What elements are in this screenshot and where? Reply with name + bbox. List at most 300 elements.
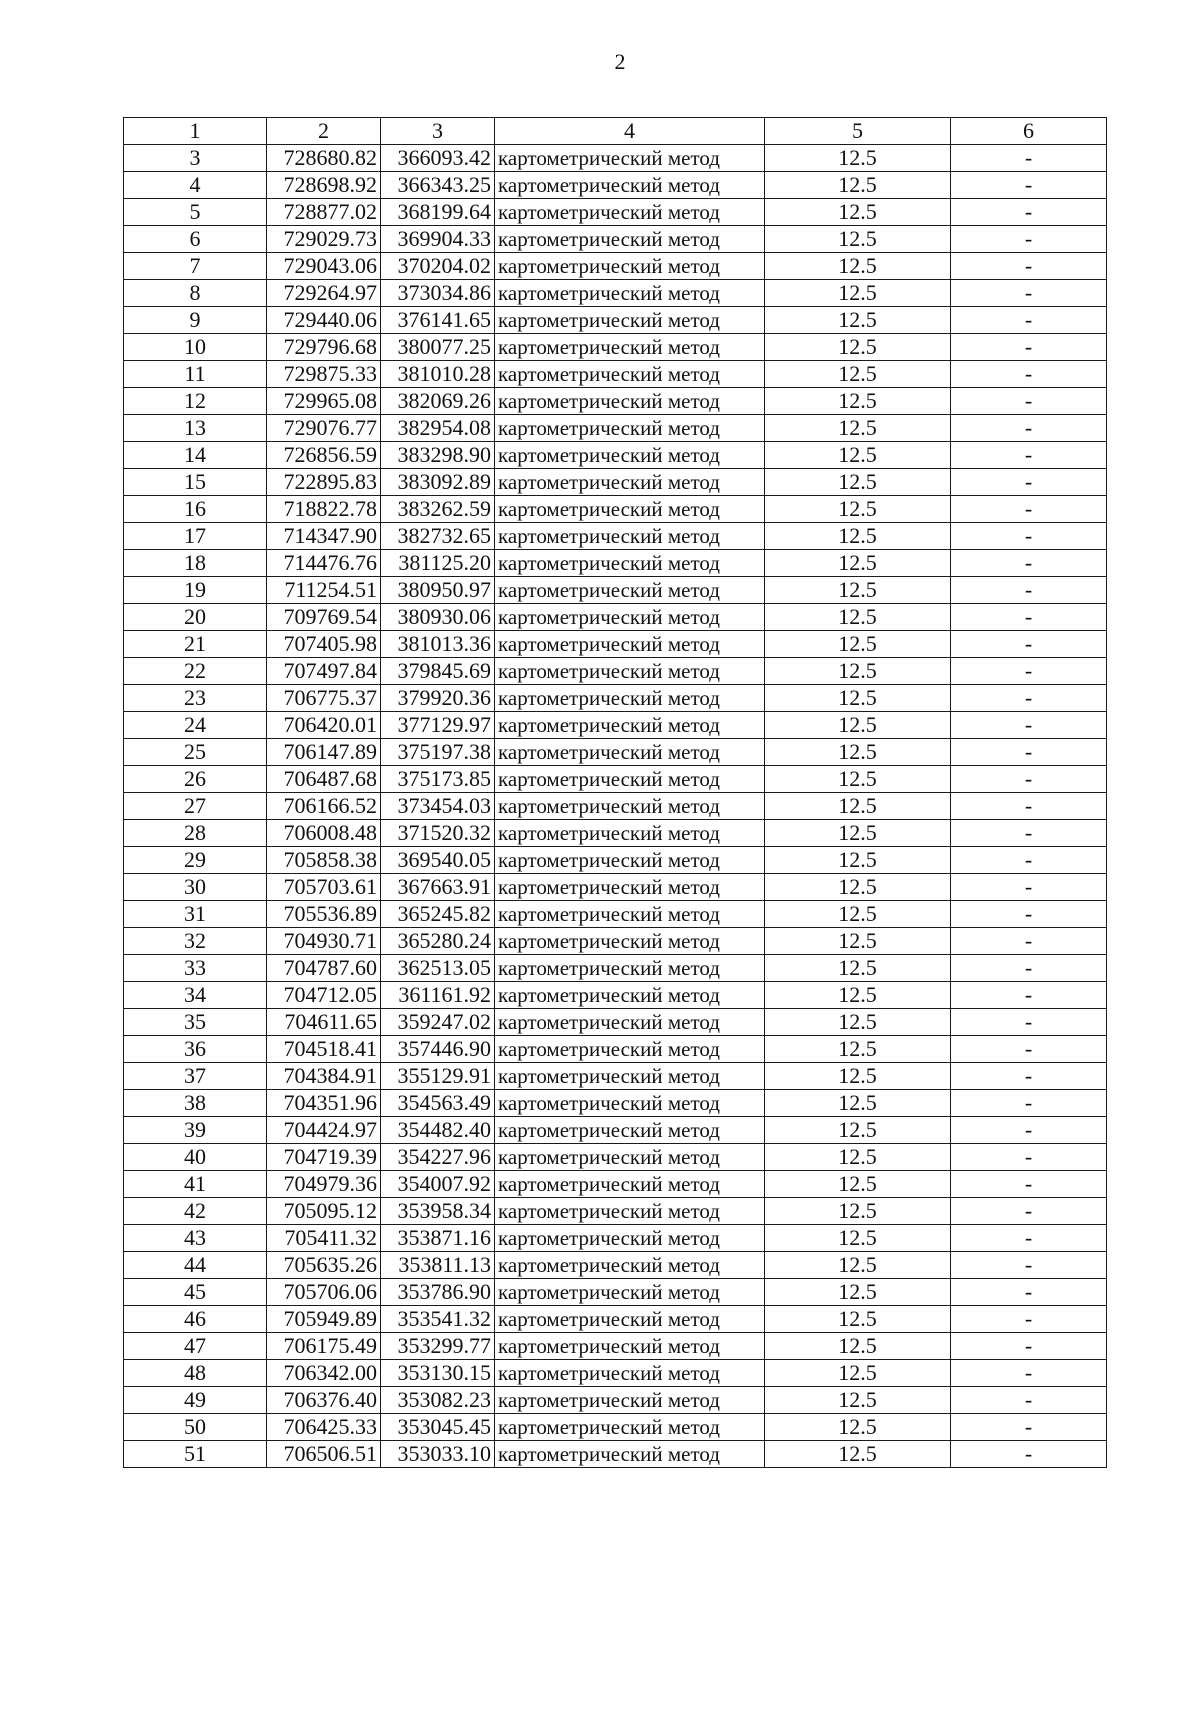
- point-number-cell: 14: [124, 442, 267, 469]
- note-cell: -: [951, 1306, 1107, 1333]
- accuracy-cell: 12.5: [765, 1036, 951, 1063]
- x-coordinate-cell: 704611.65: [267, 1009, 381, 1036]
- point-number-cell: 44: [124, 1252, 267, 1279]
- note-cell: -: [951, 415, 1107, 442]
- accuracy-cell: 12.5: [765, 982, 951, 1009]
- x-coordinate-cell: 706175.49: [267, 1333, 381, 1360]
- point-number-cell: 35: [124, 1009, 267, 1036]
- table-row: [124, 874, 1107, 901]
- table-row: [124, 1009, 1107, 1036]
- table-row: [124, 1360, 1107, 1387]
- point-number-cell: 32: [124, 928, 267, 955]
- y-coordinate-cell: 353299.77: [381, 1333, 495, 1360]
- x-coordinate-cell: 729440.06: [267, 307, 381, 334]
- note-cell: -: [951, 631, 1107, 658]
- column-header: 2: [267, 118, 381, 145]
- x-coordinate-cell: 704424.97: [267, 1117, 381, 1144]
- method-cell: картометрический метод: [495, 1117, 765, 1144]
- x-coordinate-cell: 706506.51: [267, 1441, 381, 1468]
- table-row: [124, 1171, 1107, 1198]
- table-row: [124, 847, 1107, 874]
- x-coordinate-cell: 706425.33: [267, 1414, 381, 1441]
- method-cell: картометрический метод: [495, 955, 765, 982]
- accuracy-cell: 12.5: [765, 442, 951, 469]
- point-number-cell: 8: [124, 280, 267, 307]
- x-coordinate-cell: 705706.06: [267, 1279, 381, 1306]
- x-coordinate-cell: 729875.33: [267, 361, 381, 388]
- method-cell: картометрический метод: [495, 1198, 765, 1225]
- note-cell: -: [951, 1171, 1107, 1198]
- accuracy-cell: 12.5: [765, 1414, 951, 1441]
- method-cell: картометрический метод: [495, 415, 765, 442]
- table-row: [124, 334, 1107, 361]
- note-cell: -: [951, 145, 1107, 172]
- method-cell: картометрический метод: [495, 1036, 765, 1063]
- accuracy-cell: 12.5: [765, 1117, 951, 1144]
- point-number-cell: 11: [124, 361, 267, 388]
- x-coordinate-cell: 704384.91: [267, 1063, 381, 1090]
- note-cell: -: [951, 712, 1107, 739]
- accuracy-cell: 12.5: [765, 145, 951, 172]
- y-coordinate-cell: 382069.26: [381, 388, 495, 415]
- point-number-cell: 20: [124, 604, 267, 631]
- x-coordinate-cell: 706775.37: [267, 685, 381, 712]
- table-row: [124, 172, 1107, 199]
- method-cell: картометрический метод: [495, 712, 765, 739]
- x-coordinate-cell: 706008.48: [267, 820, 381, 847]
- y-coordinate-cell: 361161.92: [381, 982, 495, 1009]
- x-coordinate-cell: 706420.01: [267, 712, 381, 739]
- point-number-cell: 6: [124, 226, 267, 253]
- method-cell: картометрический метод: [495, 1144, 765, 1171]
- y-coordinate-cell: 353811.13: [381, 1252, 495, 1279]
- y-coordinate-cell: 370204.02: [381, 253, 495, 280]
- x-coordinate-cell: 705858.38: [267, 847, 381, 874]
- x-coordinate-cell: 706487.68: [267, 766, 381, 793]
- method-cell: картометрический метод: [495, 253, 765, 280]
- method-cell: картометрический метод: [495, 793, 765, 820]
- point-number-cell: 37: [124, 1063, 267, 1090]
- method-cell: картометрический метод: [495, 172, 765, 199]
- x-coordinate-cell: 706342.00: [267, 1360, 381, 1387]
- accuracy-cell: 12.5: [765, 901, 951, 928]
- y-coordinate-cell: 380077.25: [381, 334, 495, 361]
- accuracy-cell: 12.5: [765, 496, 951, 523]
- table-row: [124, 361, 1107, 388]
- point-number-cell: 27: [124, 793, 267, 820]
- note-cell: -: [951, 1333, 1107, 1360]
- column-header: 4: [495, 118, 765, 145]
- point-number-cell: 3: [124, 145, 267, 172]
- accuracy-cell: 12.5: [765, 820, 951, 847]
- point-number-cell: 7: [124, 253, 267, 280]
- accuracy-cell: 12.5: [765, 1333, 951, 1360]
- method-cell: картометрический метод: [495, 739, 765, 766]
- x-coordinate-cell: 704930.71: [267, 928, 381, 955]
- accuracy-cell: 12.5: [765, 1360, 951, 1387]
- y-coordinate-cell: 379920.36: [381, 685, 495, 712]
- method-cell: картометрический метод: [495, 1252, 765, 1279]
- x-coordinate-cell: 718822.78: [267, 496, 381, 523]
- note-cell: -: [951, 1198, 1107, 1225]
- x-coordinate-cell: 729965.08: [267, 388, 381, 415]
- y-coordinate-cell: 353130.15: [381, 1360, 495, 1387]
- y-coordinate-cell: 369540.05: [381, 847, 495, 874]
- note-cell: -: [951, 1414, 1107, 1441]
- note-cell: -: [951, 253, 1107, 280]
- point-number-cell: 23: [124, 685, 267, 712]
- accuracy-cell: 12.5: [765, 874, 951, 901]
- table-row: [124, 982, 1107, 1009]
- method-cell: картометрический метод: [495, 307, 765, 334]
- y-coordinate-cell: 353786.90: [381, 1279, 495, 1306]
- method-cell: картометрический метод: [495, 388, 765, 415]
- y-coordinate-cell: 357446.90: [381, 1036, 495, 1063]
- method-cell: картометрический метод: [495, 901, 765, 928]
- note-cell: -: [951, 1252, 1107, 1279]
- point-number-cell: 28: [124, 820, 267, 847]
- x-coordinate-cell: 728877.02: [267, 199, 381, 226]
- accuracy-cell: 12.5: [765, 550, 951, 577]
- y-coordinate-cell: 381125.20: [381, 550, 495, 577]
- x-coordinate-cell: 728698.92: [267, 172, 381, 199]
- note-cell: -: [951, 388, 1107, 415]
- table-row: [124, 523, 1107, 550]
- note-cell: -: [951, 1360, 1107, 1387]
- note-cell: -: [951, 523, 1107, 550]
- y-coordinate-cell: 375197.38: [381, 739, 495, 766]
- x-coordinate-cell: 704979.36: [267, 1171, 381, 1198]
- y-coordinate-cell: 380930.06: [381, 604, 495, 631]
- method-cell: картометрический метод: [495, 766, 765, 793]
- y-coordinate-cell: 353958.34: [381, 1198, 495, 1225]
- method-cell: картометрический метод: [495, 604, 765, 631]
- coordinates-table: [123, 117, 1107, 1468]
- table-row: [124, 1414, 1107, 1441]
- note-cell: -: [951, 199, 1107, 226]
- table-row: [124, 1144, 1107, 1171]
- y-coordinate-cell: 383298.90: [381, 442, 495, 469]
- accuracy-cell: 12.5: [765, 1225, 951, 1252]
- table-row: [124, 1225, 1107, 1252]
- accuracy-cell: 12.5: [765, 712, 951, 739]
- method-cell: картометрический метод: [495, 523, 765, 550]
- point-number-cell: 26: [124, 766, 267, 793]
- note-cell: -: [951, 847, 1107, 874]
- table-row: [124, 1198, 1107, 1225]
- point-number-cell: 29: [124, 847, 267, 874]
- table-row: [124, 712, 1107, 739]
- accuracy-cell: 12.5: [765, 1252, 951, 1279]
- table-row: [124, 280, 1107, 307]
- point-number-cell: 39: [124, 1117, 267, 1144]
- y-coordinate-cell: 354227.96: [381, 1144, 495, 1171]
- note-cell: -: [951, 307, 1107, 334]
- note-cell: -: [951, 1009, 1107, 1036]
- x-coordinate-cell: 705536.89: [267, 901, 381, 928]
- method-cell: картометрический метод: [495, 334, 765, 361]
- accuracy-cell: 12.5: [765, 1198, 951, 1225]
- method-cell: картометрический метод: [495, 442, 765, 469]
- accuracy-cell: 12.5: [765, 469, 951, 496]
- note-cell: -: [951, 766, 1107, 793]
- x-coordinate-cell: 704787.60: [267, 955, 381, 982]
- note-cell: -: [951, 361, 1107, 388]
- method-cell: картометрический метод: [495, 1414, 765, 1441]
- y-coordinate-cell: 383092.89: [381, 469, 495, 496]
- column-header: 5: [765, 118, 951, 145]
- x-coordinate-cell: 711254.51: [267, 577, 381, 604]
- point-number-cell: 47: [124, 1333, 267, 1360]
- x-coordinate-cell: 704712.05: [267, 982, 381, 1009]
- y-coordinate-cell: 353871.16: [381, 1225, 495, 1252]
- y-coordinate-cell: 382954.08: [381, 415, 495, 442]
- table-row: [124, 550, 1107, 577]
- point-number-cell: 16: [124, 496, 267, 523]
- note-cell: -: [951, 496, 1107, 523]
- note-cell: -: [951, 955, 1107, 982]
- method-cell: картометрический метод: [495, 1279, 765, 1306]
- point-number-cell: 17: [124, 523, 267, 550]
- x-coordinate-cell: 729043.06: [267, 253, 381, 280]
- table-row: [124, 766, 1107, 793]
- method-cell: картометрический метод: [495, 1333, 765, 1360]
- accuracy-cell: 12.5: [765, 1009, 951, 1036]
- table-row: [124, 577, 1107, 604]
- table-row: [124, 442, 1107, 469]
- y-coordinate-cell: 354482.40: [381, 1117, 495, 1144]
- y-coordinate-cell: 381013.36: [381, 631, 495, 658]
- note-cell: -: [951, 172, 1107, 199]
- y-coordinate-cell: 367663.91: [381, 874, 495, 901]
- note-cell: -: [951, 1090, 1107, 1117]
- point-number-cell: 43: [124, 1225, 267, 1252]
- table-row: [124, 199, 1107, 226]
- accuracy-cell: 12.5: [765, 577, 951, 604]
- method-cell: картометрический метод: [495, 928, 765, 955]
- table-row: [124, 1036, 1107, 1063]
- y-coordinate-cell: 373454.03: [381, 793, 495, 820]
- x-coordinate-cell: 704518.41: [267, 1036, 381, 1063]
- note-cell: -: [951, 469, 1107, 496]
- note-cell: -: [951, 739, 1107, 766]
- method-cell: картометрический метод: [495, 1063, 765, 1090]
- x-coordinate-cell: 704719.39: [267, 1144, 381, 1171]
- y-coordinate-cell: 365280.24: [381, 928, 495, 955]
- column-header: 3: [381, 118, 495, 145]
- table-row: [124, 1063, 1107, 1090]
- x-coordinate-cell: 706376.40: [267, 1387, 381, 1414]
- note-cell: -: [951, 550, 1107, 577]
- accuracy-cell: 12.5: [765, 1063, 951, 1090]
- y-coordinate-cell: 362513.05: [381, 955, 495, 982]
- note-cell: -: [951, 1036, 1107, 1063]
- table-row: [124, 658, 1107, 685]
- x-coordinate-cell: 714347.90: [267, 523, 381, 550]
- y-coordinate-cell: 369904.33: [381, 226, 495, 253]
- point-number-cell: 41: [124, 1171, 267, 1198]
- table-row: [124, 1117, 1107, 1144]
- point-number-cell: 25: [124, 739, 267, 766]
- method-cell: картометрический метод: [495, 550, 765, 577]
- method-cell: картометрический метод: [495, 1009, 765, 1036]
- accuracy-cell: 12.5: [765, 415, 951, 442]
- point-number-cell: 38: [124, 1090, 267, 1117]
- accuracy-cell: 12.5: [765, 523, 951, 550]
- y-coordinate-cell: 383262.59: [381, 496, 495, 523]
- y-coordinate-cell: 368199.64: [381, 199, 495, 226]
- y-coordinate-cell: 366343.25: [381, 172, 495, 199]
- point-number-cell: 12: [124, 388, 267, 415]
- note-cell: -: [951, 1144, 1107, 1171]
- table-row: [124, 739, 1107, 766]
- method-cell: картометрический метод: [495, 1360, 765, 1387]
- accuracy-cell: 12.5: [765, 766, 951, 793]
- method-cell: картометрический метод: [495, 631, 765, 658]
- method-cell: картометрический метод: [495, 847, 765, 874]
- point-number-cell: 18: [124, 550, 267, 577]
- accuracy-cell: 12.5: [765, 1144, 951, 1171]
- accuracy-cell: 12.5: [765, 334, 951, 361]
- method-cell: картометрический метод: [495, 1387, 765, 1414]
- accuracy-cell: 12.5: [765, 955, 951, 982]
- point-number-cell: 49: [124, 1387, 267, 1414]
- x-coordinate-cell: 722895.83: [267, 469, 381, 496]
- table-row: [124, 1333, 1107, 1360]
- table-row: [124, 631, 1107, 658]
- method-cell: картометрический метод: [495, 496, 765, 523]
- accuracy-cell: 12.5: [765, 388, 951, 415]
- method-cell: картометрический метод: [495, 145, 765, 172]
- accuracy-cell: 12.5: [765, 226, 951, 253]
- accuracy-cell: 12.5: [765, 685, 951, 712]
- accuracy-cell: 12.5: [765, 793, 951, 820]
- table-row: [124, 1279, 1107, 1306]
- table-row: [124, 901, 1107, 928]
- x-coordinate-cell: 728680.82: [267, 145, 381, 172]
- y-coordinate-cell: 353082.23: [381, 1387, 495, 1414]
- method-cell: картометрический метод: [495, 982, 765, 1009]
- accuracy-cell: 12.5: [765, 658, 951, 685]
- point-number-cell: 13: [124, 415, 267, 442]
- table-row: [124, 388, 1107, 415]
- note-cell: -: [951, 1441, 1107, 1468]
- y-coordinate-cell: 380950.97: [381, 577, 495, 604]
- accuracy-cell: 12.5: [765, 1306, 951, 1333]
- accuracy-cell: 12.5: [765, 847, 951, 874]
- point-number-cell: 34: [124, 982, 267, 1009]
- method-cell: картометрический метод: [495, 874, 765, 901]
- y-coordinate-cell: 353033.10: [381, 1441, 495, 1468]
- table-row: [124, 604, 1107, 631]
- method-cell: картометрический метод: [495, 199, 765, 226]
- x-coordinate-cell: 729076.77: [267, 415, 381, 442]
- point-number-cell: 5: [124, 199, 267, 226]
- x-coordinate-cell: 705703.61: [267, 874, 381, 901]
- table-row: [124, 793, 1107, 820]
- y-coordinate-cell: 359247.02: [381, 1009, 495, 1036]
- note-cell: -: [951, 1063, 1107, 1090]
- point-number-cell: 15: [124, 469, 267, 496]
- point-number-cell: 4: [124, 172, 267, 199]
- method-cell: картометрический метод: [495, 1441, 765, 1468]
- y-coordinate-cell: 382732.65: [381, 523, 495, 550]
- x-coordinate-cell: 705949.89: [267, 1306, 381, 1333]
- table-row: [124, 928, 1107, 955]
- table-row: [124, 253, 1107, 280]
- column-header: 6: [951, 118, 1107, 145]
- x-coordinate-cell: 705095.12: [267, 1198, 381, 1225]
- y-coordinate-cell: 353045.45: [381, 1414, 495, 1441]
- x-coordinate-cell: 707405.98: [267, 631, 381, 658]
- note-cell: -: [951, 1225, 1107, 1252]
- table-row: [124, 820, 1107, 847]
- y-coordinate-cell: 371520.32: [381, 820, 495, 847]
- note-cell: -: [951, 280, 1107, 307]
- note-cell: -: [951, 982, 1107, 1009]
- table-row: [124, 307, 1107, 334]
- accuracy-cell: 12.5: [765, 1090, 951, 1117]
- y-coordinate-cell: 377129.97: [381, 712, 495, 739]
- point-number-cell: 21: [124, 631, 267, 658]
- accuracy-cell: 12.5: [765, 199, 951, 226]
- accuracy-cell: 12.5: [765, 604, 951, 631]
- note-cell: -: [951, 901, 1107, 928]
- accuracy-cell: 12.5: [765, 739, 951, 766]
- y-coordinate-cell: 355129.91: [381, 1063, 495, 1090]
- method-cell: картометрический метод: [495, 1306, 765, 1333]
- accuracy-cell: 12.5: [765, 253, 951, 280]
- note-cell: -: [951, 1387, 1107, 1414]
- accuracy-cell: 12.5: [765, 307, 951, 334]
- point-number-cell: 9: [124, 307, 267, 334]
- method-cell: картометрический метод: [495, 361, 765, 388]
- accuracy-cell: 12.5: [765, 361, 951, 388]
- y-coordinate-cell: 373034.86: [381, 280, 495, 307]
- method-cell: картометрический метод: [495, 820, 765, 847]
- point-number-cell: 42: [124, 1198, 267, 1225]
- table-row: [124, 1387, 1107, 1414]
- y-coordinate-cell: 366093.42: [381, 145, 495, 172]
- accuracy-cell: 12.5: [765, 1279, 951, 1306]
- note-cell: -: [951, 577, 1107, 604]
- y-coordinate-cell: 354007.92: [381, 1171, 495, 1198]
- y-coordinate-cell: 375173.85: [381, 766, 495, 793]
- y-coordinate-cell: 353541.32: [381, 1306, 495, 1333]
- table-row: [124, 226, 1107, 253]
- x-coordinate-cell: 729796.68: [267, 334, 381, 361]
- note-cell: -: [951, 604, 1107, 631]
- x-coordinate-cell: 726856.59: [267, 442, 381, 469]
- point-number-cell: 50: [124, 1414, 267, 1441]
- accuracy-cell: 12.5: [765, 631, 951, 658]
- y-coordinate-cell: 354563.49: [381, 1090, 495, 1117]
- point-number-cell: 31: [124, 901, 267, 928]
- note-cell: -: [951, 442, 1107, 469]
- note-cell: -: [951, 793, 1107, 820]
- point-number-cell: 51: [124, 1441, 267, 1468]
- accuracy-cell: 12.5: [765, 1441, 951, 1468]
- method-cell: картометрический метод: [495, 469, 765, 496]
- point-number-cell: 24: [124, 712, 267, 739]
- point-number-cell: 40: [124, 1144, 267, 1171]
- method-cell: картометрический метод: [495, 685, 765, 712]
- point-number-cell: 45: [124, 1279, 267, 1306]
- note-cell: -: [951, 226, 1107, 253]
- x-coordinate-cell: 705635.26: [267, 1252, 381, 1279]
- y-coordinate-cell: 381010.28: [381, 361, 495, 388]
- table-row: [124, 1090, 1107, 1117]
